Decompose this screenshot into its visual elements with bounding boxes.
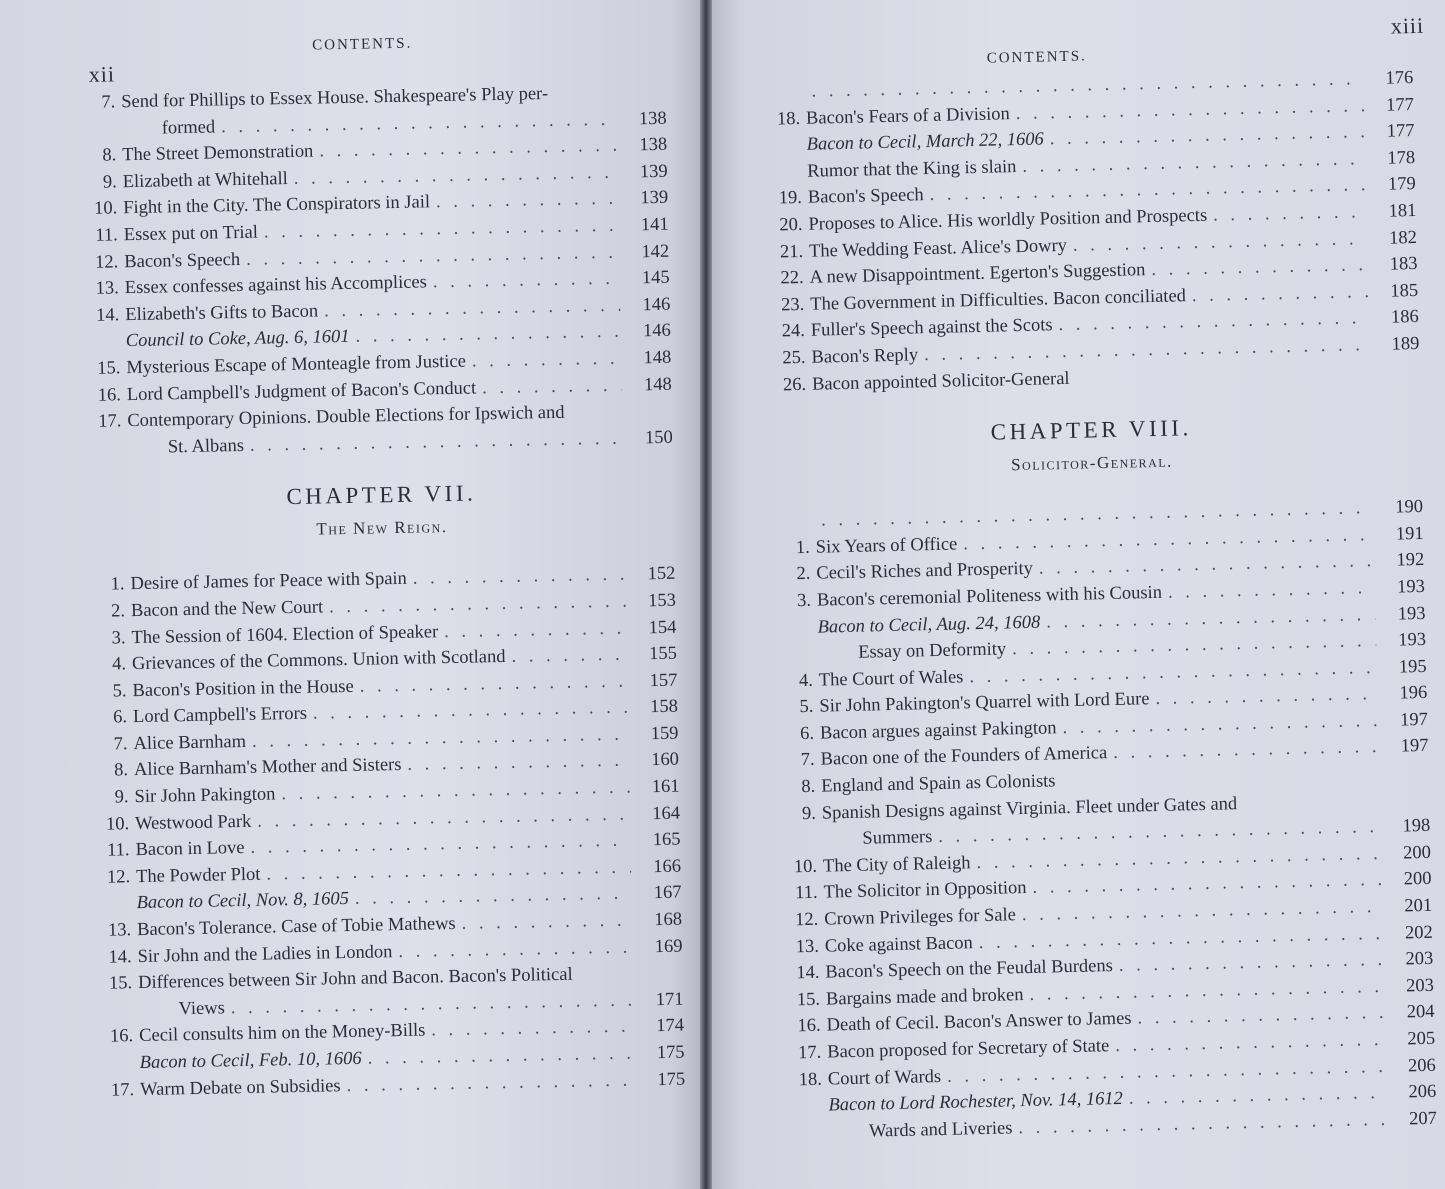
- entry-title: The Court of Wales: [818, 667, 964, 691]
- entry-page-number: 157: [649, 670, 678, 691]
- entry-title: Bacon's Speech: [124, 249, 241, 272]
- entry-title: England and Spain as Colonists: [821, 771, 1056, 797]
- entry-page-number: 139: [639, 161, 668, 183]
- entry-number: 21.: [779, 241, 804, 262]
- entry-number: 26.: [782, 374, 807, 395]
- entry-number: 25.: [782, 347, 806, 369]
- entry-title: Essex put on Trial: [123, 222, 259, 246]
- entry-number: 2.: [796, 564, 811, 585]
- dot-leader: [413, 562, 626, 593]
- entry-title: Bacon argues against Pakington: [819, 718, 1057, 744]
- entry-title: Coke against Bacon: [824, 932, 974, 957]
- entry-page-number: 176: [1385, 68, 1414, 89]
- entry-number: 15.: [108, 973, 133, 994]
- entry-page-number: 179: [1387, 174, 1416, 195]
- entry-number: 15.: [97, 358, 121, 379]
- entry-title: Council to Coke, Aug. 6, 1601: [125, 327, 350, 352]
- entry-page-number: 201: [1404, 895, 1433, 917]
- entry-page-number: 169: [654, 936, 683, 957]
- entry-number: [86, 347, 126, 348]
- entry-page-number: 164: [652, 803, 681, 824]
- entry-title: Bacon's Reply: [811, 345, 919, 368]
- entry-page-number: 182: [1388, 227, 1418, 249]
- entry-page-number: 202: [1404, 922, 1433, 944]
- dot-leader: [1062, 779, 1380, 786]
- entry-title: Westwood Park: [134, 811, 252, 834]
- dot-leader: [482, 372, 622, 401]
- entry-number: 14.: [796, 962, 820, 984]
- entry-number: 12.: [794, 909, 819, 931]
- entry-number: 12.: [106, 867, 131, 888]
- entry-title: Crown Privileges for Sale: [824, 905, 1017, 930]
- left-page: [0, 0, 700, 1189]
- entry-title: Alice Barnham's Mother and Sisters: [133, 755, 402, 781]
- entry-title: The Government in Difficulties. Bacon conciliated: [810, 285, 1187, 315]
- entry-page-number: 174: [656, 1015, 685, 1037]
- entry-page-number: 148: [643, 374, 672, 395]
- page-number: xiii: [1390, 12, 1425, 39]
- entry-number: 10.: [793, 856, 818, 878]
- entry-number: 7.: [101, 92, 116, 113]
- entry-title: Bacon proposed for Secretary of State: [827, 1036, 1110, 1063]
- entry-title: Proposes to Alice. His worldly Position and Prospects: [808, 205, 1208, 235]
- entry-title: The City of Raleigh: [822, 853, 971, 877]
- entry-title: The Powder Plot: [135, 864, 261, 887]
- chapter-contents-list: [763, 494, 1437, 1147]
- entry-page-number: 167: [653, 883, 682, 904]
- entry-page-number: 195: [1398, 656, 1427, 678]
- entry-title: Bacon appointed Solicitor-General: [811, 368, 1070, 395]
- entry-number: [754, 97, 806, 98]
- entry-page-number: 165: [652, 829, 681, 851]
- entry-page-number: [1385, 778, 1429, 779]
- entry-title: The Wedding Feast. Alice's Dowry: [808, 235, 1068, 262]
- entry-number: 22.: [780, 268, 804, 289]
- entry-number: 14.: [108, 946, 132, 968]
- entry-page-number: 175: [656, 1042, 685, 1064]
- entry-number: 2.: [110, 601, 126, 622]
- entry-number: 9.: [801, 803, 817, 824]
- entry-title: Alice Barnham: [133, 731, 247, 754]
- entry-number: 10.: [105, 813, 130, 835]
- entry-number: 20.: [779, 214, 803, 236]
- entry-page-number: 203: [1405, 975, 1435, 997]
- entry-number: 6.: [799, 723, 815, 744]
- entry-number: 17.: [98, 411, 122, 432]
- chapter-heading: CHAPTER VIII.: [990, 415, 1192, 445]
- entry-title: Bacon one of the Founders of America: [820, 743, 1108, 771]
- entry-page-number: 177: [1385, 94, 1415, 116]
- dot-leader: [433, 266, 620, 296]
- entry-number: [100, 1068, 140, 1069]
- entry-number: 3.: [796, 590, 812, 612]
- entry-number: [763, 526, 815, 527]
- entry-page-number: 183: [1389, 254, 1418, 275]
- entry-number: 11.: [794, 883, 818, 904]
- entry-page-number: 177: [1386, 121, 1415, 142]
- entry-page-number: 192: [1396, 550, 1425, 571]
- chapter-heading: CHAPTER VII.: [286, 480, 477, 510]
- entry-page-number: 185: [1390, 280, 1419, 302]
- entry-title: Sir John and the Ladies in London: [137, 941, 393, 967]
- contents-list: [753, 65, 1420, 399]
- entry-title: Spanish Designs against Virginia. Fleet under Gates and: [821, 793, 1238, 824]
- entry-number: [99, 1015, 139, 1016]
- entry-title: Death of Cecil. Bacon's Answer to James: [826, 1009, 1132, 1036]
- entry-number: 14.: [96, 305, 120, 326]
- entry-page-number: 205: [1407, 1028, 1436, 1050]
- entry-number: 18.: [776, 108, 801, 130]
- entry-number: 5.: [799, 697, 814, 718]
- entry-title: Bacon to Lord Rochester, Nov. 14, 1612: [828, 1089, 1124, 1116]
- entry-title: Bacon to Cecil, Feb. 10, 1606: [139, 1048, 362, 1074]
- entry-page-number: 186: [1390, 307, 1419, 328]
- entry-title: Cecil's Riches and Prosperity: [816, 559, 1034, 584]
- entry-number: 9.: [114, 787, 129, 808]
- entry-page-number: 175: [657, 1069, 686, 1090]
- dot-leader: [1076, 377, 1370, 384]
- entry-title: Bacon to Cecil, Nov. 8, 1605: [136, 889, 350, 914]
- entry-number: 11.: [106, 840, 130, 861]
- entry-page-number: 200: [1403, 869, 1432, 890]
- entry-page-number: 189: [1391, 333, 1420, 355]
- entry-number: [755, 150, 807, 151]
- entry-page-number: [639, 978, 683, 979]
- entry-number: 17.: [110, 1079, 135, 1101]
- entry-title: Differences between Sir John and Bacon. Bacon's Political: [137, 964, 573, 994]
- entry-number: [771, 845, 823, 846]
- entry-page-number: 191: [1395, 523, 1424, 545]
- dot-leader: [472, 346, 622, 375]
- entry-number: 19.: [778, 188, 803, 209]
- dot-leader: [571, 417, 623, 418]
- dot-leader: [1213, 199, 1367, 229]
- entry-page-number: 145: [641, 267, 670, 289]
- entry-number: 8.: [114, 760, 129, 781]
- entry-page-number: 152: [647, 563, 676, 585]
- entry-number: 8.: [801, 776, 816, 798]
- running-head: CONTENTS.: [986, 48, 1088, 67]
- entry-number: 9.: [102, 172, 117, 193]
- entry-number: 13.: [795, 936, 820, 957]
- dot-leader: [554, 98, 616, 99]
- entry-title: Sir John Pakington: [134, 784, 276, 808]
- contents-list: [81, 79, 673, 462]
- entry-number: 6.: [112, 707, 128, 728]
- entry-page-number: 204: [1406, 1002, 1435, 1023]
- entry-page-number: 190: [1395, 497, 1424, 518]
- entry-page-number: 207: [1408, 1108, 1438, 1130]
- entry-title: Grievances of the Commons. Union with Scotland: [131, 647, 506, 675]
- entry-page-number: 146: [642, 294, 671, 315]
- entry-title: Bacon to Cecil, Aug. 24, 1608: [817, 612, 1041, 638]
- entry-title: Desire of James for Peace with Spain: [130, 569, 408, 595]
- entry-title: Bacon's Fears of a Division: [805, 103, 1010, 129]
- entry-title: Essex confesses against his Accomplices: [124, 272, 428, 299]
- entry-page-number: 193: [1396, 576, 1426, 598]
- entry-number: 4.: [111, 654, 127, 675]
- entry-number: 17.: [797, 1042, 822, 1064]
- entry-title: Rumor that the King is slain: [807, 156, 1017, 182]
- dot-leader: [511, 642, 627, 671]
- entry-number: 1.: [795, 537, 811, 558]
- chapter-title: The New Reign.: [316, 517, 448, 539]
- dot-leader: [461, 908, 632, 938]
- entry-title: The Session of 1604. Election of Speaker: [131, 621, 439, 648]
- entry-title: Lord Campbell's Judgment of Bacon's Conduct: [126, 377, 477, 405]
- entry-title: Bacon's ceremonial Politeness with his Cousin: [816, 582, 1163, 611]
- entry-number: 23.: [780, 294, 805, 316]
- entry-page-number: 146: [642, 321, 671, 342]
- entry-title: Bargains made and broken: [825, 984, 1024, 1010]
- entry-number: 16.: [109, 1026, 134, 1048]
- entry-number: [766, 632, 818, 633]
- entry-page-number: 138: [638, 108, 667, 129]
- entry-page-number: 160: [651, 750, 680, 771]
- running-head: CONTENTS.: [312, 35, 413, 54]
- entry-number: [777, 1137, 829, 1138]
- entry-page-number: 200: [1402, 842, 1432, 864]
- entry-title: St. Albans: [167, 435, 245, 458]
- entry-page-number: 139: [640, 188, 669, 209]
- entry-title: Lord Campbell's Errors: [132, 704, 308, 728]
- entry-title: Six Years of Office: [815, 534, 958, 558]
- entry-title: Cecil consults him on the Money-Bills: [138, 1020, 426, 1047]
- entry-page-number: 154: [648, 617, 677, 638]
- entry-number: [755, 177, 807, 178]
- entry-number: 12.: [94, 251, 119, 273]
- right-page: [712, 0, 1445, 1189]
- entry-page-number: 153: [647, 590, 677, 612]
- right-page-content: [752, 13, 1437, 1147]
- entry-title: Sir John Pakington's Quarrel with Lord Eure: [819, 689, 1150, 717]
- entry-number: [97, 909, 137, 910]
- entry-page-number: 158: [650, 696, 679, 718]
- dot-leader: [346, 1067, 635, 1099]
- entry-page-number: 138: [639, 134, 668, 156]
- entry-title: Elizabeth's Gifts to Bacon: [125, 301, 319, 325]
- entry-title: formed: [161, 117, 216, 139]
- entry-page-number: 171: [655, 989, 684, 1010]
- entry-title: Fuller's Speech against the Scots: [810, 315, 1053, 342]
- entry-title: Bacon's Speech: [807, 185, 924, 209]
- entry-title: Wards and Liveries: [868, 1118, 1013, 1142]
- entry-title: Summers: [862, 827, 933, 849]
- entry-page-number: 193: [1397, 603, 1426, 624]
- entry-number: 15.: [796, 989, 821, 1011]
- entry-number: 10.: [93, 198, 118, 220]
- entry-page-number: 166: [653, 856, 682, 877]
- entry-page-number: 198: [1402, 816, 1431, 837]
- entry-title: A new Disappointment. Egerton's Suggestion: [809, 260, 1146, 288]
- entry-page-number: 196: [1399, 683, 1428, 704]
- entry-page-number: [628, 416, 672, 417]
- entry-number: 4.: [798, 670, 814, 691]
- entry-page-number: 178: [1387, 147, 1416, 169]
- entry-title: Bacon's Tolerance. Case of Tobie Mathews: [136, 913, 456, 941]
- entry-number: 7.: [800, 750, 815, 771]
- entry-number: 3.: [111, 627, 126, 649]
- entry-number: 11.: [95, 225, 118, 246]
- entry-title: Bacon's Speech on the Feudal Burdens: [825, 956, 1114, 983]
- entry-page-number: 159: [650, 723, 679, 745]
- entry-number: 7.: [113, 734, 128, 755]
- entry-title: Elizabeth at Whitehall: [122, 168, 289, 192]
- dot-leader: [444, 615, 627, 645]
- entry-title: Essay on Deformity: [857, 639, 1007, 663]
- left-page-content: [80, 27, 685, 1104]
- entry-page-number: 155: [648, 643, 678, 665]
- entry-number: 8.: [102, 145, 117, 166]
- dot-leader: [436, 186, 619, 216]
- entry-page-number: 206: [1407, 1055, 1436, 1076]
- entry-number: 13.: [107, 920, 132, 941]
- entry-title: Bacon's Position in the House: [132, 676, 354, 701]
- entry-page-number: 206: [1408, 1081, 1437, 1103]
- entry-number: [82, 134, 122, 135]
- entry-number: 13.: [95, 278, 120, 299]
- entry-number: [88, 453, 128, 454]
- chapter-title: Solicitor-General.: [1010, 451, 1174, 475]
- entry-number: 1.: [110, 574, 125, 595]
- entry-title: Bacon and the New Court: [130, 597, 324, 622]
- entry-title: The Street Demonstration: [122, 141, 314, 166]
- entry-title: Mysterious Escape of Monteagle from Justice: [126, 351, 467, 379]
- entry-title: Bacon in Love: [135, 838, 245, 861]
- entry-page-number: 150: [644, 427, 673, 448]
- entry-title: Send for Phillips to Essex House. Shakespeare's Play per-: [121, 84, 549, 113]
- chapter-contents-list: [90, 561, 685, 1104]
- entry-page-number: 197: [1400, 736, 1429, 757]
- entry-page-number: 141: [640, 214, 669, 236]
- dot-leader: [579, 979, 633, 980]
- dot-leader: [398, 934, 633, 965]
- dot-leader: [1192, 279, 1369, 310]
- entry-title: Views: [178, 998, 226, 1020]
- entry-page-number: 161: [651, 776, 680, 798]
- entry-title: Warm Debate on Subsidies: [140, 1075, 341, 1100]
- entry-page-number: [1376, 375, 1420, 376]
- entry-title: Court of Wards: [827, 1066, 942, 1090]
- entry-title: Fight in the City. The Conspirators in Jail: [123, 192, 431, 219]
- entry-number: 5.: [112, 680, 127, 702]
- entry-page-number: 142: [641, 241, 670, 262]
- entry-number: 24.: [781, 321, 806, 342]
- entry-page-number: [1386, 804, 1430, 805]
- entry-number: [777, 1111, 829, 1112]
- entry-page-number: 193: [1398, 629, 1427, 651]
- page-number: xii: [88, 61, 116, 87]
- entry-number: 16.: [97, 384, 122, 406]
- entry-page-number: 203: [1405, 949, 1434, 970]
- entry-page-number: [622, 97, 666, 98]
- entry-page-number: 181: [1388, 200, 1417, 222]
- entry-page-number: 197: [1399, 709, 1429, 731]
- entry-number: 16.: [797, 1016, 821, 1037]
- book-gutter: [700, 0, 712, 1189]
- entry-page-number: 148: [643, 347, 672, 369]
- entry-title: The Solicitor in Opposition: [823, 878, 1027, 904]
- dot-leader: [431, 1014, 634, 1044]
- entry-page-number: 168: [654, 909, 683, 931]
- entry-title: Bacon to Cecil, March 22, 1606: [806, 129, 1045, 155]
- entry-number: [766, 659, 818, 660]
- entry-number: 18.: [798, 1069, 823, 1090]
- dot-leader: [1243, 806, 1380, 809]
- entry-title: Contemporary Opinions. Double Elections for Ipswich and: [127, 402, 565, 432]
